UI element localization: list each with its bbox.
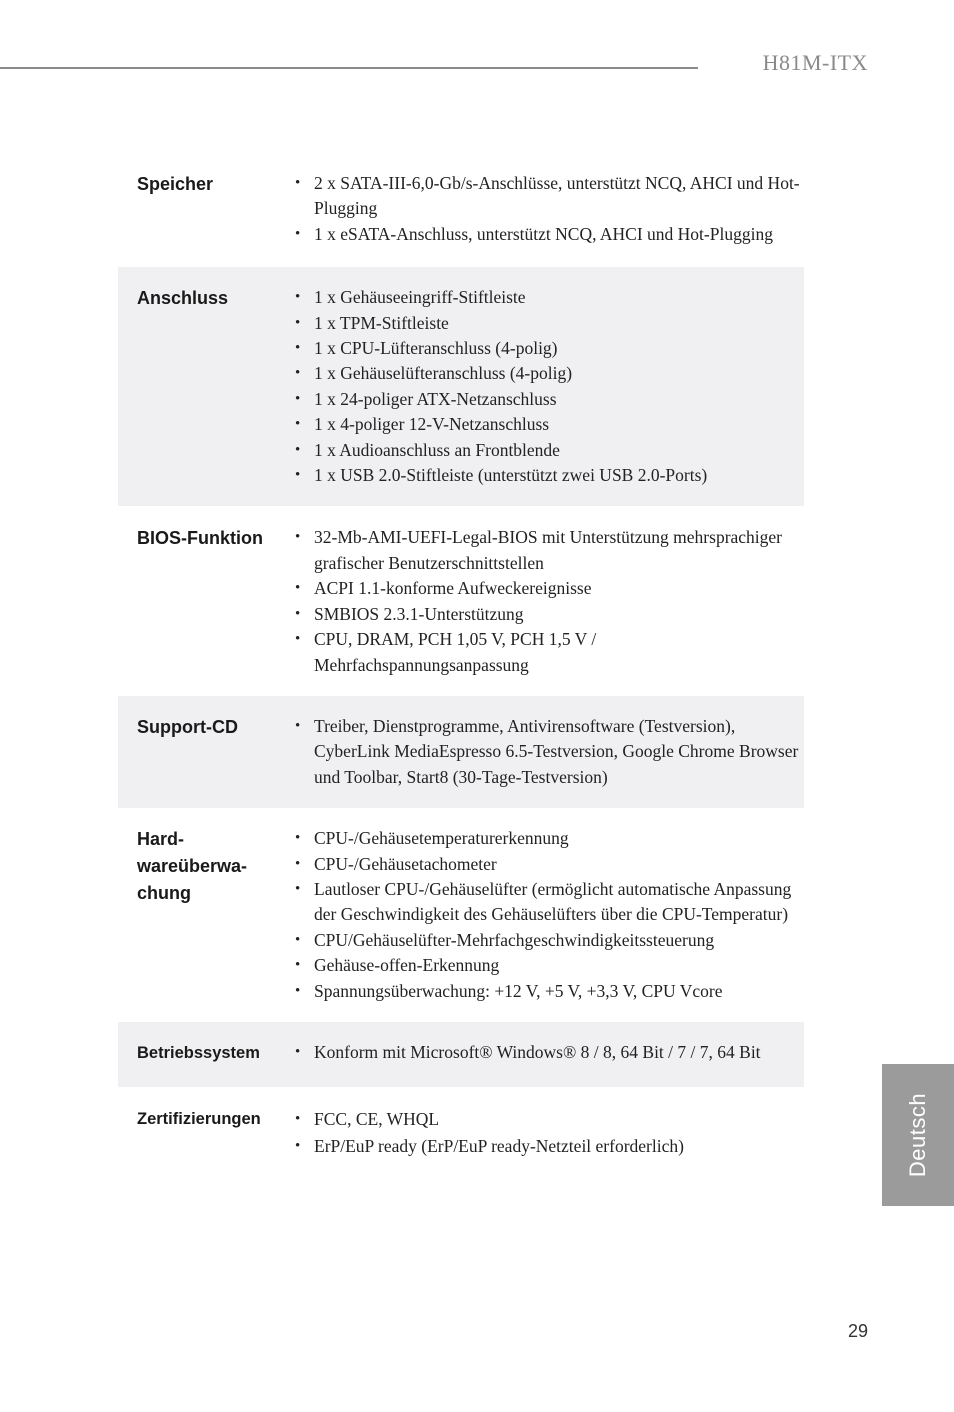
spec-label: Betriebssystem xyxy=(137,1043,260,1062)
spec-item: • FCC, CE, WHQL xyxy=(295,1106,804,1133)
spec-item: • CPU, DRAM, PCH 1,05 V, PCH 1,5 V / Mehrfachspannungsanpassung xyxy=(295,627,804,678)
spec-item: • 1 x Gehäuselüfteranschluss (4-polig) xyxy=(295,361,804,386)
spec-row-hardwareueberwachung xyxy=(118,808,804,1022)
spec-label: Speicher xyxy=(137,174,214,194)
page-number: 29 xyxy=(847,1321,868,1341)
spec-row-zertifizierungen xyxy=(118,1087,804,1178)
spec-row-bios-funktion xyxy=(118,506,804,695)
spec-item-list xyxy=(295,171,804,247)
spec-item: • 1 x Gehäuseeingriff-Stiftleiste xyxy=(295,285,804,310)
spec-item: • 1 x 24-poliger ATX-Netzanschluss xyxy=(295,387,804,412)
spec-label: Zertifizierungen xyxy=(137,1109,261,1128)
spec-item-list xyxy=(295,826,804,1004)
spec-item: • Spannungsüberwachung: +12 V, +5 V, +3,3 V, CPU Vcore xyxy=(295,979,804,1004)
spec-item: • CPU-/Gehäusetachometer xyxy=(295,852,804,877)
language-tab xyxy=(882,1064,954,1206)
spec-item: • Konform mit Microsoft® Windows® 8 / 8, 64 Bit / 7 / 7, 64 Bit xyxy=(295,1040,804,1065)
spec-item-list xyxy=(295,1106,804,1160)
spec-row-speicher xyxy=(118,160,804,267)
spec-item: • ACPI 1.1-konforme Aufweckereignisse xyxy=(295,576,804,601)
spec-row-anschluss xyxy=(118,267,804,506)
spec-item: • 32-Mb-AMI-UEFI-Legal-BIOS mit Unterstützung mehrsprachiger grafischer Benutzerschnittstellen xyxy=(295,525,804,576)
spec-item: • Lautloser CPU-/Gehäuselüfter (ermöglicht automatische Anpassung der Geschwindigkeit des Gehäuselüfters über die CPU-Temperatur) xyxy=(295,877,804,928)
spec-item: • 1 x TPM-Stiftleiste xyxy=(295,311,804,336)
spec-item: • 1 x Audioanschluss an Frontblende xyxy=(295,438,804,463)
spec-item: • ErP/EuP ready (ErP/EuP ready-Netzteil erforderlich) xyxy=(295,1133,804,1160)
language-tab-label: Deutsch xyxy=(905,1092,930,1178)
spec-item: • CPU/Gehäuselüfter-Mehrfachgeschwindigkeitssteuerung xyxy=(295,928,804,953)
spec-item-list xyxy=(295,525,804,677)
spec-item: • Treiber, Dienstprogramme, Antivirensoftware (Testversion), CyberLink MediaEspresso 6.5-Testversion, Google Chrome Browser und Toolbar, Start8 (30-Tage-Testversion) xyxy=(295,714,804,790)
spec-row-betriebssystem xyxy=(118,1022,804,1087)
spec-item: • CPU-/Gehäusetemperaturerkennung xyxy=(295,826,804,851)
header-rule xyxy=(0,67,698,69)
spec-item: • SMBIOS 2.3.1-Unterstützung xyxy=(295,602,804,627)
spec-label: Hard-wareüberwa-chung xyxy=(137,829,248,904)
model-title: H81M-ITX xyxy=(762,50,868,75)
spec-row-support-cd xyxy=(118,696,804,808)
spec-item: • 1 x eSATA-Anschluss, unterstützt NCQ, AHCI und Hot-Plugging xyxy=(295,222,804,247)
spec-item: • 1 x USB 2.0-Stiftleiste (unterstützt zwei USB 2.0-Ports) xyxy=(295,463,804,488)
spec-item: • Gehäuse-offen-Erkennung xyxy=(295,953,804,978)
spec-item: • 1 x 4-poliger 12-V-Netzanschluss xyxy=(295,412,804,437)
spec-table xyxy=(118,160,804,1178)
spec-label: BIOS-Funktion xyxy=(137,528,263,549)
spec-item: • 1 x CPU-Lüfteranschluss (4-polig) xyxy=(295,336,804,361)
spec-label: Support-CD xyxy=(137,716,238,737)
spec-item: • 2 x SATA-III-6,0-Gb/s-Anschlüsse, unterstützt NCQ, AHCI und Hot-Plugging xyxy=(295,171,804,222)
spec-item-list xyxy=(295,285,804,488)
spec-item-list xyxy=(295,1040,804,1067)
spec-item-list xyxy=(295,714,804,790)
spec-label: Anschluss xyxy=(137,288,229,309)
